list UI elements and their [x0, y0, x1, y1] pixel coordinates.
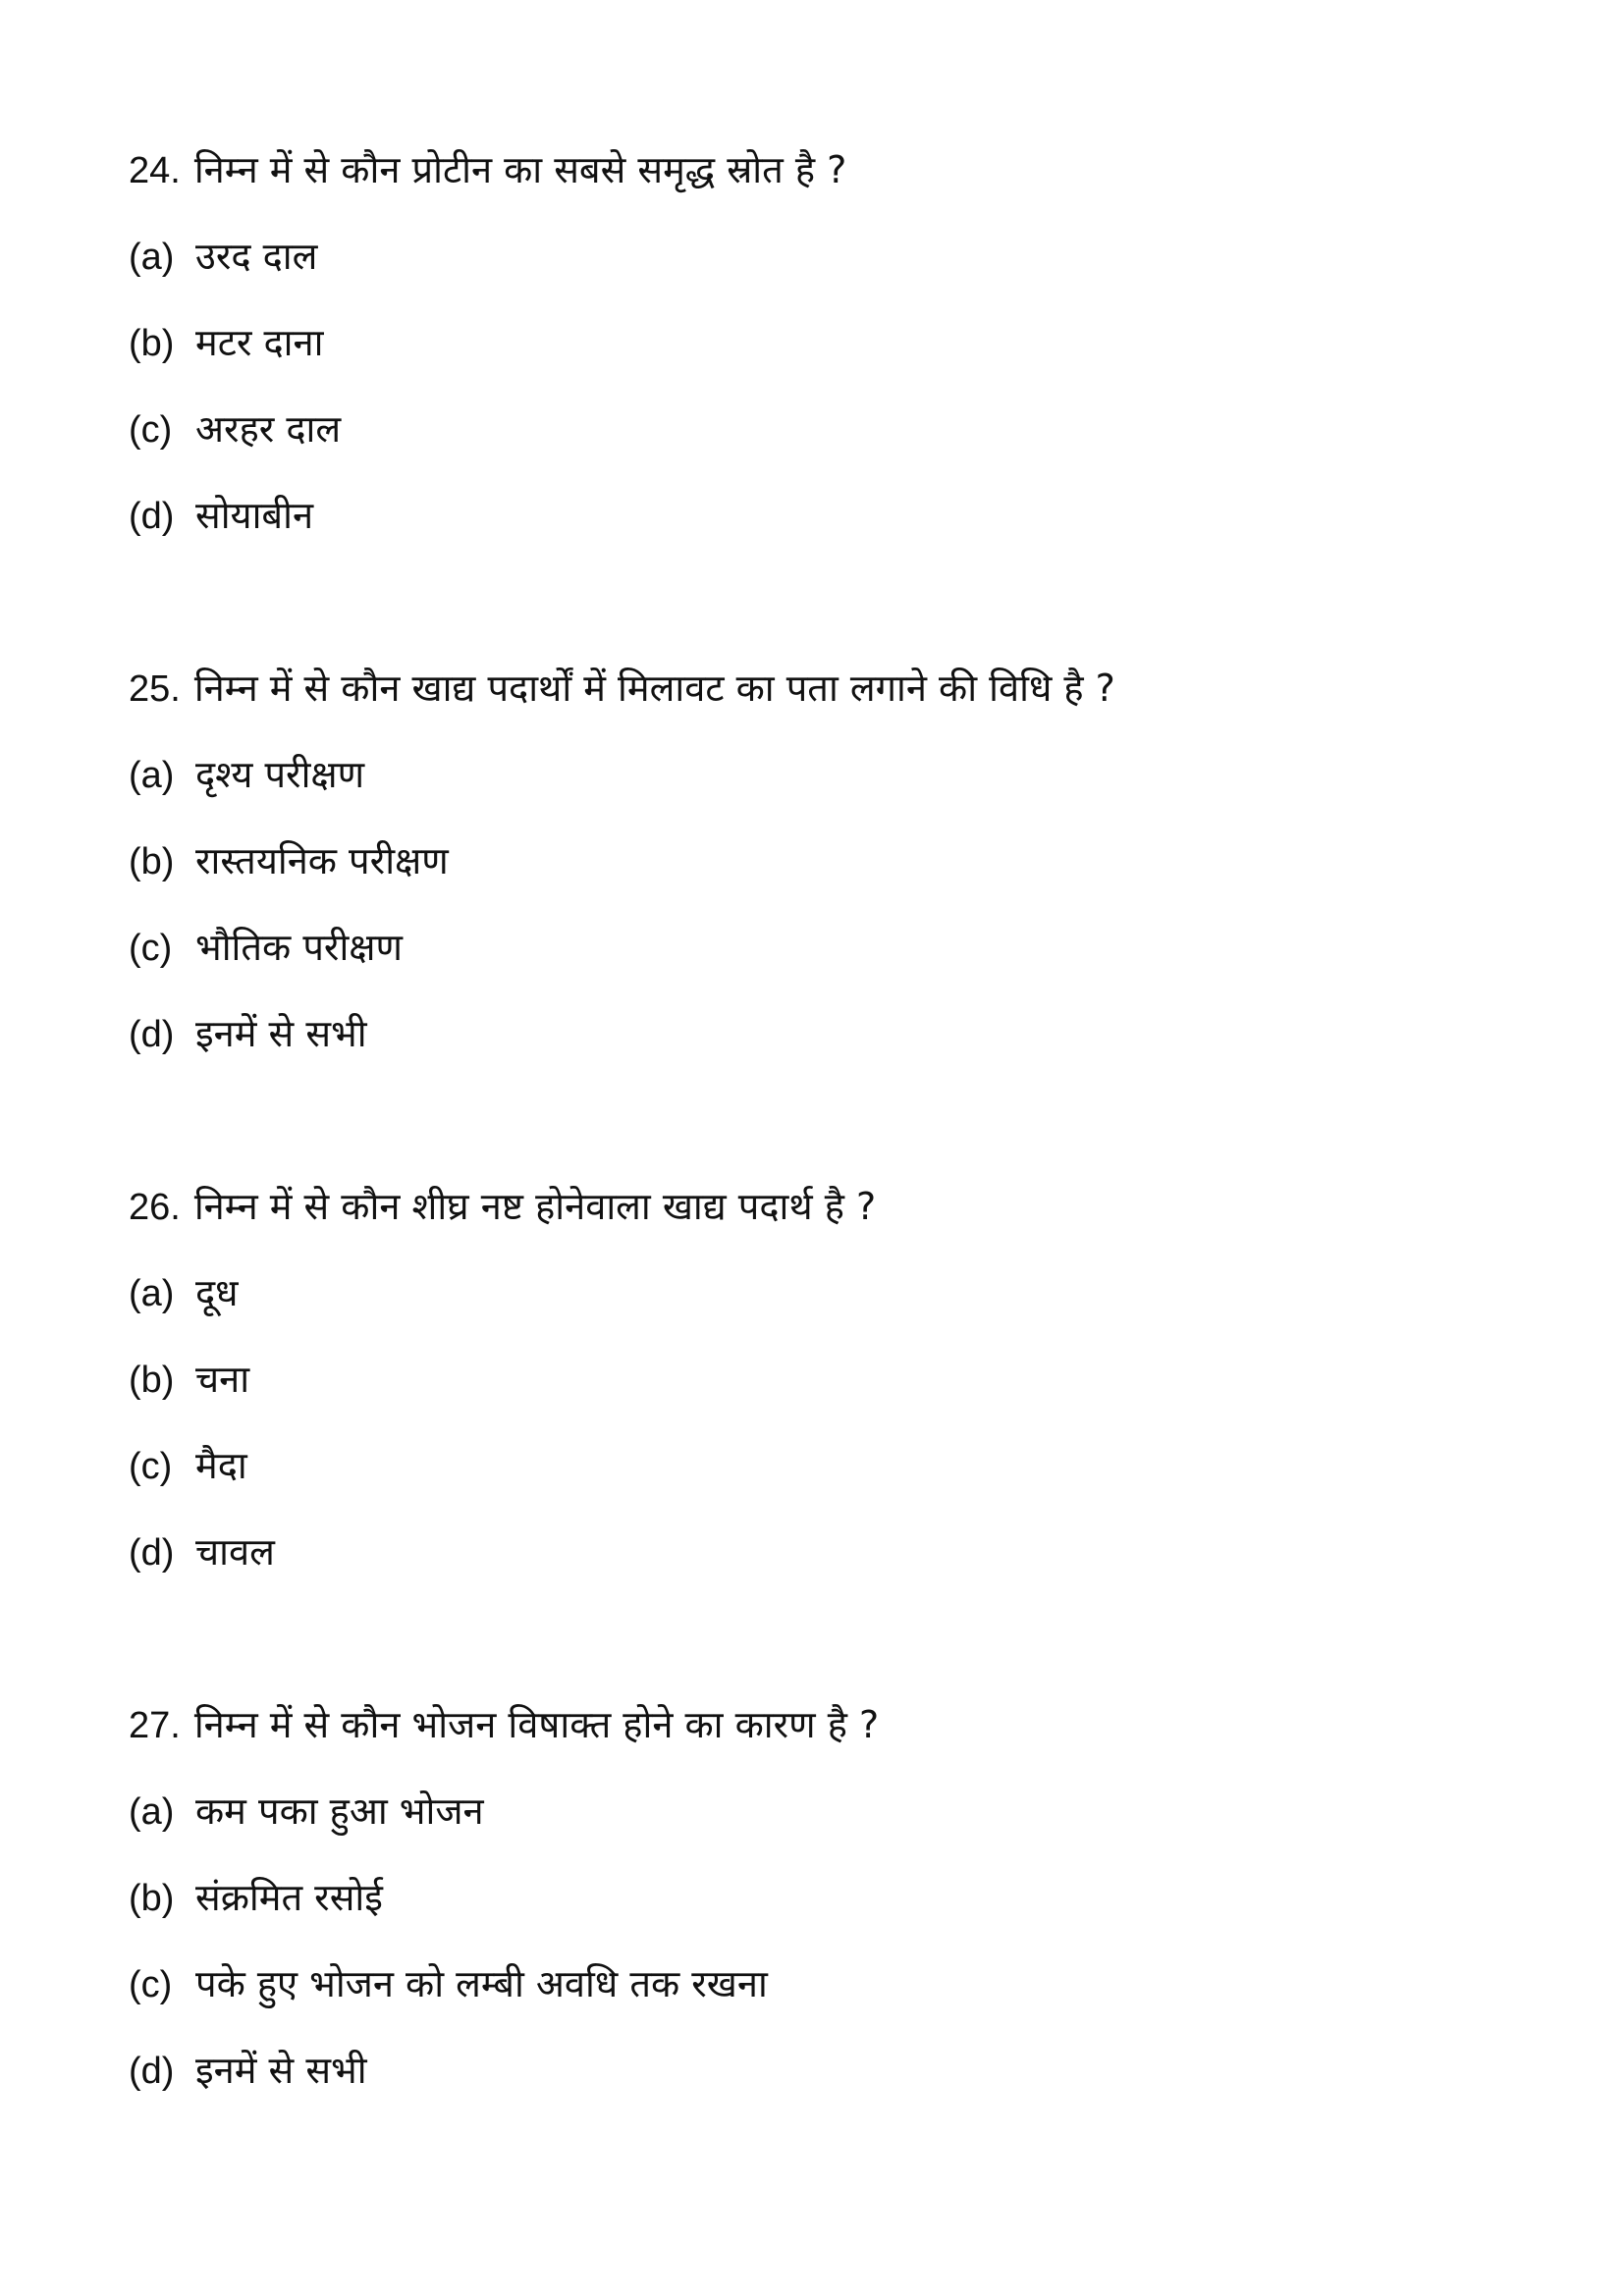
option-text: चना [195, 1358, 250, 1401]
option-a [129, 1768, 1543, 1854]
option-text: संक्रमित रसोई [195, 1876, 383, 1919]
question-number: 26. [129, 1187, 181, 1228]
option-d [129, 472, 1543, 559]
question-text: निम्न में से कौन शीघ्र नष्ट होनेवाला खाद्य पदार्थ है ? [193, 1185, 877, 1228]
option-d [129, 1509, 1543, 1595]
question-text: निम्न में से कौन भोजन विषाक्त होने का कारण है ? [193, 1703, 880, 1746]
option-c [129, 904, 1543, 990]
question-text-line [129, 127, 1543, 213]
option-a [129, 1250, 1543, 1336]
option-text: उरद दाल [195, 235, 318, 278]
question-number: 25. [129, 668, 181, 710]
question-page [129, 127, 1543, 2200]
question-text-line [129, 1682, 1543, 1768]
question-text: निम्न में से कौन प्रोटीन का सबसे समृद्ध स्रोत है ? [193, 148, 847, 191]
option-text: इनमें से सभी [195, 2049, 367, 2092]
question-number: 24. [129, 150, 181, 191]
option-b [129, 818, 1543, 904]
option-text: अरहर दाल [195, 407, 342, 451]
option-b [129, 1336, 1543, 1422]
question-number: 27. [129, 1705, 181, 1746]
option-b [129, 299, 1543, 386]
option-label: (c) [129, 1964, 173, 2005]
option-text: कम पका हुआ भोजन [195, 1789, 484, 1833]
option-c [129, 386, 1543, 472]
option-d [129, 990, 1543, 1077]
option-label: (d) [129, 496, 175, 537]
option-text: सोयाबीन [195, 494, 314, 537]
option-a [129, 731, 1543, 818]
option-text: भौतिक परीक्षण [195, 926, 404, 969]
question-block [129, 1163, 1543, 1682]
option-label: (a) [129, 237, 175, 278]
option-text: पके हुए भोजन को लम्बी अवधि तक रखना [195, 1962, 768, 2005]
question-text-line [129, 645, 1543, 731]
option-label: (b) [129, 1360, 175, 1401]
option-text: मटर दाना [195, 321, 324, 364]
option-text: चावल [195, 1530, 275, 1574]
option-d [129, 2027, 1543, 2113]
option-a [129, 213, 1543, 299]
option-label: (c) [129, 928, 173, 969]
option-label: (a) [129, 1791, 175, 1833]
option-label: (b) [129, 841, 175, 882]
question-block [129, 127, 1543, 645]
option-b [129, 1854, 1543, 1941]
option-label: (d) [129, 1014, 175, 1055]
question-block [129, 645, 1543, 1163]
option-c [129, 1422, 1543, 1509]
option-label: (b) [129, 323, 175, 364]
option-label: (a) [129, 1273, 175, 1314]
option-label: (c) [129, 409, 173, 451]
option-label: (b) [129, 1878, 175, 1919]
option-text: दृश्य परीक्षण [195, 753, 365, 796]
option-label: (d) [129, 2051, 175, 2092]
question-text: निम्न में से कौन खाद्य पदार्थों में मिलावट का पता लगाने की विधि है ? [193, 667, 1115, 710]
option-label: (c) [129, 1446, 173, 1487]
question-block [129, 1682, 1543, 2200]
option-c [129, 1941, 1543, 2027]
option-label: (a) [129, 755, 175, 796]
option-label: (d) [129, 1532, 175, 1574]
option-text: मैदा [195, 1444, 247, 1487]
option-text: इनमें से सभी [195, 1012, 367, 1055]
option-text: दूध [195, 1271, 239, 1314]
question-text-line [129, 1163, 1543, 1250]
option-text: रास्तयनिक परीक्षण [195, 839, 449, 882]
